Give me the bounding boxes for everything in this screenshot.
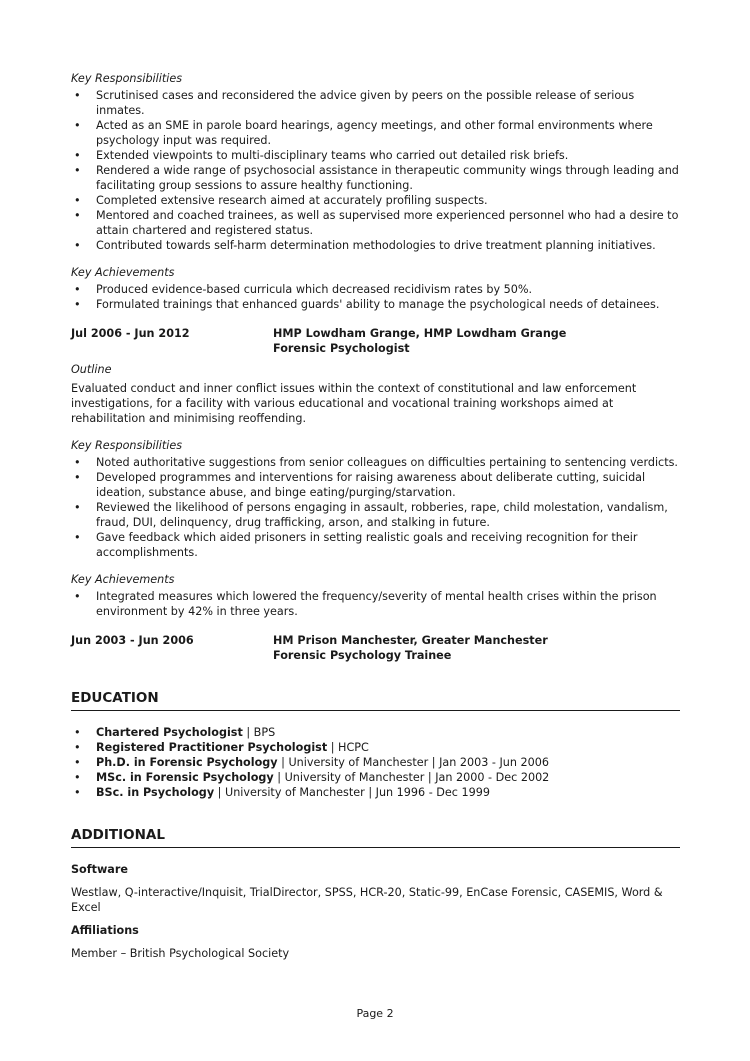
list-item: • Rendered a wide range of psychosocial assistance in therapeutic community wings through leading and facilitating group sessions to assure healthy functioning. bbox=[71, 163, 680, 193]
education-qualification: MSc. in Forensic Psychology bbox=[96, 771, 274, 784]
responsibilities-heading: Key Responsibilities bbox=[71, 439, 183, 452]
responsibilities-list bbox=[71, 455, 680, 560]
job-title: Forensic Psychologist bbox=[273, 342, 410, 355]
list-item: • Acted as an SME in parole board hearings, agency meetings, and other formal environments where psychology input was required. bbox=[71, 118, 680, 148]
job3-header bbox=[71, 633, 680, 663]
education-detail: | HCPC bbox=[327, 741, 369, 754]
achievements-heading: Key Achievements bbox=[71, 573, 175, 586]
education-heading: EDUCATION bbox=[71, 689, 680, 711]
responsibilities-heading: Key Responsibilities bbox=[71, 72, 183, 85]
achievements-heading: Key Achievements bbox=[71, 266, 175, 279]
education-qualification: Chartered Psychologist bbox=[96, 726, 243, 739]
education-list bbox=[71, 725, 680, 800]
responsibilities-list bbox=[71, 88, 680, 253]
education-detail: | University of Manchester | Jan 2003 - Jun 2006 bbox=[277, 756, 550, 769]
outline-heading: Outline bbox=[71, 363, 112, 376]
affiliations-heading: Affiliations bbox=[71, 924, 139, 937]
achievements-list bbox=[71, 282, 680, 312]
list-item: • Produced evidence-based curricula which decreased recidivism rates by 50%. bbox=[71, 282, 680, 297]
affiliations-text: Member – British Psychological Society bbox=[71, 947, 290, 960]
list-item bbox=[71, 755, 680, 770]
list-item: • Mentored and coached trainees, as well as supervised more experienced personnel who had a desire to attain chartered and registered status. bbox=[71, 208, 680, 238]
education-qualification: BSc. in Psychology bbox=[96, 786, 215, 799]
list-item bbox=[71, 785, 680, 800]
list-item: • Extended viewpoints to multi-disciplinary teams who carried out detailed risk briefs. bbox=[71, 148, 680, 163]
job2-responsibilities bbox=[71, 438, 680, 560]
job-employer: HM Prison Manchester, Greater Manchester bbox=[273, 634, 548, 647]
resume-page bbox=[71, 71, 680, 969]
job-title: Forensic Psychology Trainee bbox=[273, 649, 452, 662]
job-dates: Jun 2003 - Jun 2006 bbox=[71, 634, 194, 647]
achievements-list bbox=[71, 589, 680, 619]
job-info bbox=[273, 326, 566, 356]
job1-achievements bbox=[71, 265, 680, 312]
list-item: • Developed programmes and interventions for raising awareness about deliberate cutting, suicidal ideation, substance abuse, and binge eating/purging/starvation. bbox=[71, 470, 680, 500]
education-detail: | University of Manchester | Jan 2000 - Dec 2002 bbox=[273, 771, 550, 784]
list-item: • Gave feedback which aided prisoners in setting realistic goals and receiving recognition for their accomplishments. bbox=[71, 530, 680, 560]
list-item bbox=[71, 770, 680, 785]
list-item: • Scrutinised cases and reconsidered the advice given by peers on the possible release of serious inmates. bbox=[71, 88, 680, 118]
job-info bbox=[273, 633, 548, 663]
job1-responsibilities bbox=[71, 71, 680, 253]
list-item: • Formulated trainings that enhanced guards' ability to manage the psychological needs of detainees. bbox=[71, 297, 680, 312]
education-detail: | University of Manchester | Jun 1996 - Dec 1999 bbox=[214, 786, 490, 799]
list-item: • Contributed towards self-harm determination methodologies to drive treatment planning initiatives. bbox=[71, 238, 680, 253]
education-detail: | BPS bbox=[242, 726, 276, 739]
list-item bbox=[71, 725, 680, 740]
list-item: • Noted authoritative suggestions from senior colleagues on difficulties pertaining to sentencing verdicts. bbox=[71, 455, 680, 470]
outline-text: Evaluated conduct and inner conflict issues within the context of constitutional and law enforcement investigations, for a facility with various educational and vocational training workshops aimed at rehabilitation and minimising reoffending. bbox=[71, 382, 637, 425]
software-heading: Software bbox=[71, 863, 128, 876]
job-employer: HMP Lowdham Grange, HMP Lowdham Grange bbox=[273, 327, 567, 340]
job2-achievements bbox=[71, 572, 680, 619]
page-number: Page 2 bbox=[356, 1007, 394, 1020]
list-item: • Reviewed the likelihood of persons engaging in assault, robberies, rape, child molestation, vandalism, fraud, DUI, delinquency, drug trafficking, arson, and stalking in future. bbox=[71, 500, 680, 530]
education-qualification: Registered Practitioner Psychologist bbox=[96, 741, 328, 754]
software-text: Westlaw, Q-interactive/Inquisit, TrialDirector, SPSS, HCR-20, Static-99, EnCase Forensic, CASEMIS, Word & Excel bbox=[71, 886, 663, 914]
additional-heading: ADDITIONAL bbox=[71, 826, 680, 848]
education-qualification: Ph.D. in Forensic Psychology bbox=[96, 756, 278, 769]
list-item: • Completed extensive research aimed at accurately profiling suspects. bbox=[71, 193, 680, 208]
list-item: • Integrated measures which lowered the frequency/severity of mental health crises within the prison environment by 42% in three years. bbox=[71, 589, 680, 619]
job-dates: Jul 2006 - Jun 2012 bbox=[71, 327, 190, 340]
job2-header bbox=[71, 326, 680, 356]
list-item bbox=[71, 740, 680, 755]
